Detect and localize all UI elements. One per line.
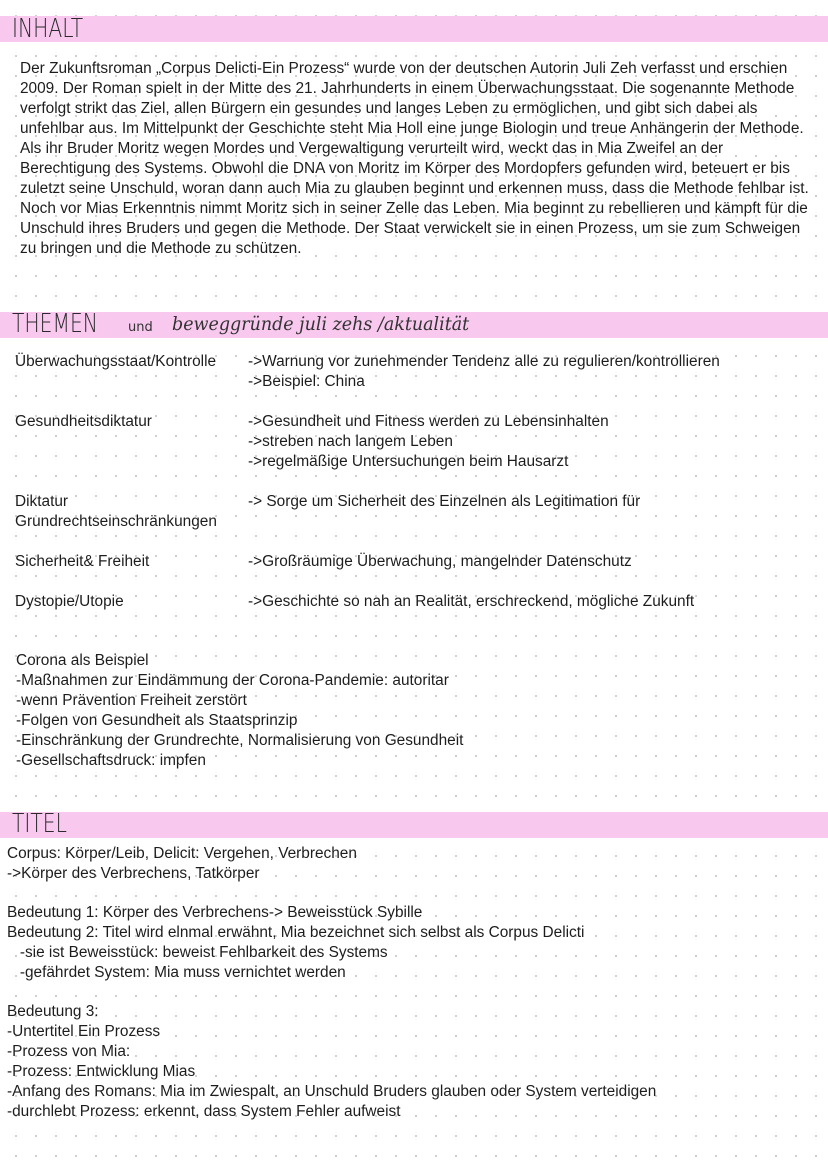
themen-notes	[248, 552, 632, 572]
inhalt-highlight	[0, 16, 828, 42]
titel-line: -Prozess: Entwicklung Mias	[7, 1063, 196, 1080]
themen-topic: Diktatur Grundrechtseinschränkungen	[15, 493, 217, 530]
titel-block-1	[7, 844, 357, 884]
titel-block-3	[7, 1002, 656, 1122]
themen-note-line: -> Sorge um Sicherheit des Einzelnen als Legitimation für	[248, 493, 641, 510]
titel-line: -sie ist Beweisstück: beweist Fehlbarkeit des Systems	[7, 944, 388, 961]
titel-line: -Prozess von Mia:	[7, 1043, 131, 1060]
titel-line: -gefährdet System: Mia muss vernichtet werden	[7, 964, 346, 981]
themen-note-line: ->Warnung vor zunehmender Tendenz alle zu regulieren/kontrollieren	[248, 353, 720, 370]
titel-line: Bedeutung 1: Körper des Verbrechens-> Beweisstück Sybille	[7, 904, 423, 921]
titel-block-2	[7, 903, 584, 983]
corona-line: -Maßnahmen zur Eindämmung der Corona-Pandemie: autoritar	[16, 672, 449, 689]
themen-notes	[248, 412, 609, 472]
themen-note-line: ->Großräumige Überwachung, mangelnder Datenschutz	[248, 553, 632, 570]
corona-list	[16, 651, 463, 771]
titel-line: Bedeutung 2: Titel wird elnmal erwähnt, Mia bezeichnet sich selbst als Corpus Delicti	[7, 924, 585, 941]
themen-notes	[248, 352, 720, 392]
titel-line: -Anfang des Romans: Mia im Zwiespalt, an Unschuld Bruders glauben oder System verteidigen	[7, 1083, 657, 1100]
themen-connector: und	[128, 320, 153, 335]
corona-line: Corona als Beispiel	[16, 652, 149, 669]
themen-note-line: ->Beispiel: China	[248, 373, 365, 390]
corona-line: -wenn Prävention Freiheit zerstört	[16, 692, 247, 709]
titel-line: -durchlebt Prozess: erkennt, dass System Fehler aufweist	[7, 1103, 401, 1120]
themen-notes	[248, 592, 694, 612]
corona-line: -Gesellschaftsdruck: impfen	[16, 752, 206, 769]
themen-note-line: ->Geschichte so nah an Realität, erschreckend, mögliche Zukunft	[248, 593, 695, 610]
titel-line: Bedeutung 3:	[7, 1003, 99, 1020]
titel-highlight	[0, 809, 828, 839]
themen-topic: Dystopie/Utopie	[15, 593, 124, 610]
titel-line: Corpus: Körper/Leib, Delicit: Vergehen, Verbrechen	[7, 845, 357, 862]
inhalt-paragraph: Der Zukunftsroman „Corpus Delicti-Ein Prozess“ wurde von der deutschen Autorin Juli Zeh verfasst und erschien 2009. Der Roman spielt in der Mitte des 21. Jahrhunderts in einem Überwachungsstaat. Die sogenannte Methode verfolgt strikt das Ziel, allen Bürgern ein gesundes und langes Leben zu ermöglichen, und gibt sich dabei als unfehlbar aus. Im Mittelpunkt der Geschichte steht Mia Holl eine junge Biologin und treue Anhängerin der Methode. Als ihr Bruder Moritz wegen Mordes und Vergewaltigung verurteilt wird, weckt das in Mia Zweifel an der Berechtigung des Systems. Obwohl die DNA von Moritz im Körper des Mordopfers gefunden wird, beteuert er bis zuletzt seine Unschuld, woran dann auch Mia zu glauben beginnt und erkennen muss, dass die Methode fehlbar ist. Noch vor Mias Erkenntnis nimmt Moritz sich in seiner Zelle das Leben. Mia beginnt zu rebellieren und kämpft für die Unschuld ihres Bruders und gegen die Methode. Der Staat verwickelt sie in einen Prozess, um sie zum Schweigen zu bringen und die Methode zu schützen.	[20, 60, 809, 257]
titel-line: ->Körper des Verbrechens, Tatkörper	[7, 865, 260, 882]
corona-line: -Folgen von Gesundheit als Staatsprinzip	[16, 712, 298, 729]
themen-note-line: ->Gesundheit und Fitness werden zu Lebensinhalten	[248, 413, 609, 430]
titel-line: -Untertitel Ein Prozess	[7, 1023, 161, 1040]
titel-heading: TITEL	[12, 809, 67, 839]
themen-topic: Überwachungsstaat/Kontrolle	[15, 353, 217, 370]
themen-topic: Gesundheitsdiktatur	[15, 413, 152, 430]
themen-script-subtitle: beweggründe juli zehs /aktualität	[172, 313, 470, 335]
themen-heading: THEMEN	[12, 309, 98, 339]
inhalt-heading: INHALT	[12, 14, 84, 44]
themen-note-line: ->regelmäßige Untersuchungen beim Hausarzt	[248, 453, 569, 470]
themen-topic: Sicherheit& Freiheit	[15, 553, 150, 570]
corona-line: -Einschränkung der Grundrechte, Normalisierung von Gesundheit	[16, 732, 464, 749]
themen-notes	[248, 492, 640, 512]
themen-note-line: ->streben nach langem Leben	[248, 433, 453, 450]
